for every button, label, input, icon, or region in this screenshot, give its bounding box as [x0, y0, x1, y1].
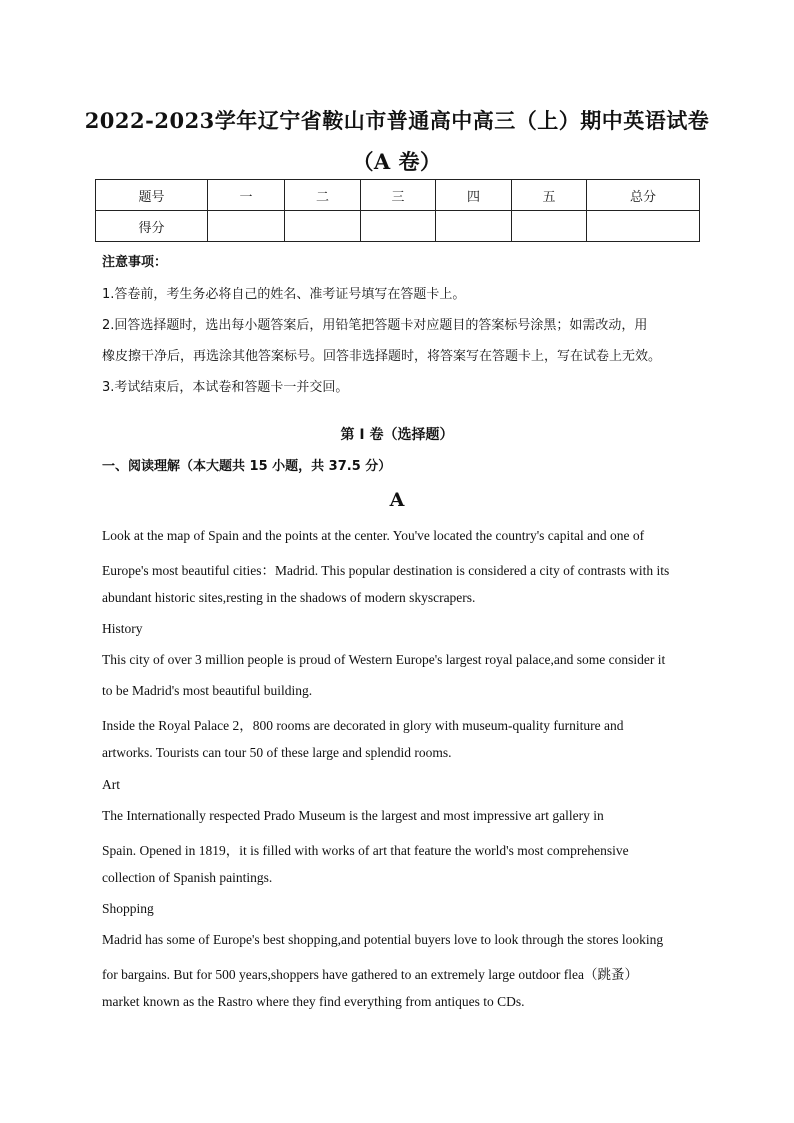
passage-line: abundant historic sites,resting in the shadows of modern skyscrapers. [102, 590, 476, 605]
exam-title: 2022-2023学年辽宁省鞍山市普通高中高三（上）期中英语试卷 [84, 108, 710, 133]
score-cell [208, 211, 285, 242]
score-header-cell: 题号 [96, 180, 208, 211]
notice-item: 橡皮擦干净后，再选涂其他答案标号。回答非选择题时，将答案写在答题卡上，写在试卷上无效。 [102, 349, 662, 364]
score-table-score-row [96, 211, 700, 242]
passage-line: for bargains. But for 500 years,shoppers have gathered to an extremely large outdoor flea（跳蚤） [102, 967, 638, 982]
notice-item: 3.考试结束后，本试卷和答题卡一并交回。 [102, 380, 349, 395]
score-cell [285, 211, 361, 242]
passage-line: Madrid has some of Europe's best shopping,and potential buyers love to look through the stores looking [102, 932, 664, 947]
passage-line: Europe's most beautiful cities：Madrid. This popular destination is considered a city of contrasts with its [102, 563, 670, 578]
passage-line: Look at the map of Spain and the points at the center. You've located the country's capital and one of [102, 528, 645, 543]
notice-item: 1.答卷前，考生务必将自己的姓名、准考证号填写在答题卡上。 [102, 287, 466, 302]
passage-line: market known as the Rastro where they find everything from antiques to CDs. [102, 994, 525, 1009]
score-row-label: 得分 [96, 211, 208, 242]
passage-line: collection of Spanish paintings. [102, 870, 273, 885]
passage-line: to be Madrid's most beautiful building. [102, 683, 313, 698]
passage-label: A [389, 489, 405, 511]
score-table-header-row [96, 180, 700, 211]
passage-line: The Internationally respected Prado Museum is the largest and most impressive art gallery in [102, 808, 604, 823]
passage-line: Spain. Opened in 1819，it is filled with works of art that feature the world's most comprehensive [102, 843, 629, 858]
passage-line: artworks. Tourists can tour 50 of these large and splendid rooms. [102, 745, 452, 760]
score-header-cell: 二 [285, 180, 361, 211]
passage-line: Inside the Royal Palace 2，800 rooms are decorated in glory with museum-quality furniture and [102, 718, 624, 733]
part-title: 一、阅读理解（本大题共 15 小题，共 37.5 分） [102, 459, 392, 474]
score-header-cell: 五 [512, 180, 587, 211]
score-header-cell: 四 [436, 180, 512, 211]
score-cell [436, 211, 512, 242]
passage-subheading: Art [102, 777, 120, 792]
passage-subheading: History [102, 621, 143, 636]
score-cell [587, 211, 700, 242]
exam-subtitle: （A 卷） [352, 149, 442, 174]
notice-item: 2.回答选择题时，选出每小题答案后，用铅笔把答题卡对应题目的答案标号涂黑；如需改动，用 [102, 318, 648, 333]
notice-heading: 注意事项： [102, 255, 168, 270]
score-header-cell: 三 [361, 180, 436, 211]
passage-line: This city of over 3 million people is proud of Western Europe's largest royal palace,and some consider it [102, 652, 666, 667]
score-cell [512, 211, 587, 242]
section-title: 第 I 卷（选择题） [340, 427, 454, 443]
score-header-cell: 总分 [587, 180, 700, 211]
score-cell [361, 211, 436, 242]
passage-subheading: Shopping [102, 901, 154, 916]
score-header-cell: 一 [208, 180, 285, 211]
score-table [95, 179, 700, 242]
